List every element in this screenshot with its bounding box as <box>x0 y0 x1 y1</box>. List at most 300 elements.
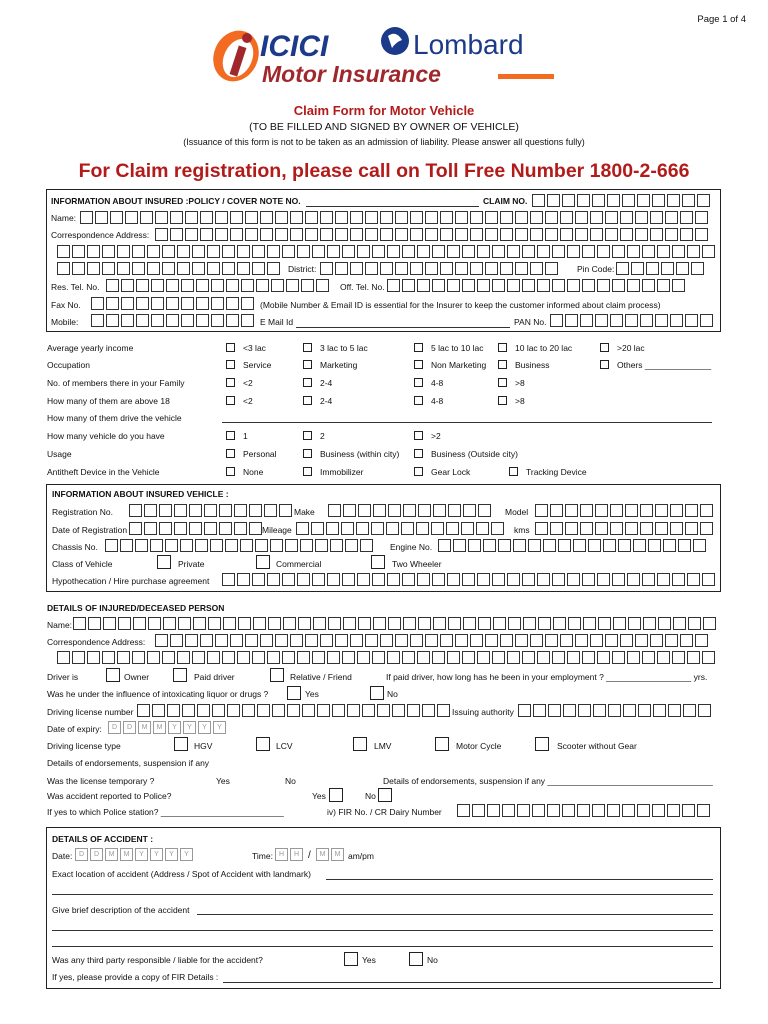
make-boxes[interactable] <box>328 504 491 517</box>
input-box[interactable] <box>234 522 247 535</box>
input-box[interactable] <box>543 539 556 552</box>
input-box[interactable] <box>185 211 198 224</box>
input-box[interactable] <box>462 279 475 292</box>
input-box[interactable] <box>181 314 194 327</box>
input-box[interactable] <box>285 539 298 552</box>
checkbox[interactable] <box>498 396 507 405</box>
checkbox[interactable] <box>303 378 312 387</box>
input-box[interactable] <box>500 634 513 647</box>
input-box[interactable] <box>170 211 183 224</box>
input-box[interactable] <box>372 573 385 586</box>
input-box[interactable] <box>102 651 115 664</box>
input-box[interactable] <box>287 704 300 717</box>
input-box[interactable] <box>567 279 580 292</box>
chassis-boxes[interactable] <box>105 539 373 552</box>
input-box[interactable] <box>537 279 550 292</box>
input-box[interactable] <box>237 262 250 275</box>
input-box[interactable] <box>117 262 130 275</box>
input-box[interactable] <box>357 573 370 586</box>
input-box[interactable] <box>625 504 638 517</box>
input-box[interactable] <box>416 522 429 535</box>
input-box[interactable] <box>687 573 700 586</box>
input-box[interactable] <box>174 504 187 517</box>
profile-option[interactable] <box>303 449 399 459</box>
input-box[interactable] <box>668 704 681 717</box>
input-box[interactable] <box>170 228 183 241</box>
input-box[interactable] <box>425 228 438 241</box>
input-box[interactable] <box>610 314 623 327</box>
date-placeholder-box[interactable]: M <box>105 848 118 861</box>
input-box[interactable] <box>106 314 119 327</box>
input-box[interactable] <box>667 804 680 817</box>
checkbox[interactable] <box>414 449 423 458</box>
input-box[interactable] <box>643 617 656 630</box>
input-box[interactable] <box>633 539 646 552</box>
input-box[interactable] <box>697 804 710 817</box>
input-box[interactable] <box>485 228 498 241</box>
input-box[interactable] <box>652 194 665 207</box>
date-placeholder-box[interactable]: M <box>316 848 329 861</box>
input-box[interactable] <box>177 245 190 258</box>
input-box[interactable] <box>655 522 668 535</box>
input-box[interactable] <box>387 651 400 664</box>
input-box[interactable] <box>685 522 698 535</box>
profile-option[interactable] <box>498 360 550 370</box>
input-box[interactable] <box>219 504 232 517</box>
input-box[interactable] <box>663 539 676 552</box>
input-box[interactable] <box>537 651 550 664</box>
checkbox[interactable] <box>414 396 423 405</box>
input-box[interactable] <box>577 194 590 207</box>
input-box[interactable] <box>410 211 423 224</box>
input-box[interactable] <box>121 297 134 310</box>
input-box[interactable] <box>507 245 520 258</box>
input-box[interactable] <box>477 651 490 664</box>
input-box[interactable] <box>515 228 528 241</box>
input-box[interactable] <box>582 651 595 664</box>
input-box[interactable] <box>208 617 221 630</box>
input-box[interactable] <box>553 617 566 630</box>
profile-option[interactable] <box>600 343 645 353</box>
checkbox[interactable] <box>414 343 423 352</box>
input-box[interactable] <box>657 573 670 586</box>
input-box[interactable] <box>343 504 356 517</box>
date-placeholder-box[interactable]: Y <box>180 848 193 861</box>
input-box[interactable] <box>588 539 601 552</box>
profile-option[interactable] <box>226 360 271 370</box>
input-box[interactable] <box>343 617 356 630</box>
engine-boxes[interactable] <box>438 539 706 552</box>
input-box[interactable] <box>330 539 343 552</box>
relative-checkbox[interactable] <box>270 668 284 682</box>
private-checkbox[interactable] <box>157 555 171 569</box>
input-box[interactable] <box>155 211 168 224</box>
input-box[interactable] <box>622 804 635 817</box>
input-box[interactable] <box>305 634 318 647</box>
input-box[interactable] <box>640 522 653 535</box>
input-box[interactable] <box>513 539 526 552</box>
claim-no-boxes[interactable] <box>532 194 710 207</box>
input-box[interactable] <box>380 211 393 224</box>
insured-name-boxes[interactable] <box>80 211 708 224</box>
profile-option[interactable] <box>498 378 525 388</box>
input-box[interactable] <box>242 704 255 717</box>
pin-code-boxes[interactable] <box>616 262 704 275</box>
input-box[interactable] <box>252 262 265 275</box>
input-box[interactable] <box>357 651 370 664</box>
input-box[interactable] <box>129 504 142 517</box>
hgv-checkbox[interactable] <box>174 737 188 751</box>
input-box[interactable] <box>357 245 370 258</box>
input-box[interactable] <box>455 262 468 275</box>
input-box[interactable] <box>275 634 288 647</box>
input-box[interactable] <box>485 262 498 275</box>
input-box[interactable] <box>590 211 603 224</box>
input-box[interactable] <box>125 211 138 224</box>
input-box[interactable] <box>670 522 683 535</box>
input-box[interactable] <box>515 211 528 224</box>
input-box[interactable] <box>91 297 104 310</box>
description-field-3[interactable] <box>52 946 713 947</box>
input-box[interactable] <box>362 704 375 717</box>
input-box[interactable] <box>312 651 325 664</box>
input-box[interactable] <box>237 573 250 586</box>
date-placeholder-box[interactable]: Y <box>165 848 178 861</box>
input-box[interactable] <box>380 262 393 275</box>
input-box[interactable] <box>87 262 100 275</box>
input-box[interactable] <box>207 651 220 664</box>
input-box[interactable] <box>447 279 460 292</box>
input-box[interactable] <box>598 617 611 630</box>
input-box[interactable] <box>575 211 588 224</box>
input-box[interactable] <box>410 228 423 241</box>
input-box[interactable] <box>457 804 470 817</box>
input-box[interactable] <box>118 617 131 630</box>
input-box[interactable] <box>380 228 393 241</box>
input-box[interactable] <box>387 245 400 258</box>
input-box[interactable] <box>612 651 625 664</box>
scooter-checkbox[interactable] <box>535 737 549 751</box>
input-box[interactable] <box>286 279 299 292</box>
input-box[interactable] <box>678 539 691 552</box>
input-box[interactable] <box>577 804 590 817</box>
endorsement-field[interactable]: Details of endorsements, suspension if any ___________________________________ <box>383 776 713 786</box>
input-box[interactable] <box>672 573 685 586</box>
input-box[interactable] <box>237 651 250 664</box>
checkbox[interactable] <box>303 396 312 405</box>
input-box[interactable] <box>535 504 548 517</box>
input-box[interactable] <box>395 262 408 275</box>
date-placeholder-box[interactable]: D <box>123 721 136 734</box>
input-box[interactable] <box>297 651 310 664</box>
input-box[interactable] <box>595 522 608 535</box>
input-box[interactable] <box>703 617 716 630</box>
liquor-no-checkbox[interactable] <box>370 686 384 700</box>
input-box[interactable] <box>117 651 130 664</box>
input-box[interactable] <box>185 228 198 241</box>
input-box[interactable] <box>517 804 530 817</box>
input-box[interactable] <box>425 262 438 275</box>
checkbox[interactable] <box>498 360 507 369</box>
input-box[interactable] <box>502 804 515 817</box>
input-box[interactable] <box>575 228 588 241</box>
input-box[interactable] <box>687 245 700 258</box>
date-placeholder-box[interactable]: M <box>331 848 344 861</box>
input-box[interactable] <box>440 228 453 241</box>
input-box[interactable] <box>222 651 235 664</box>
input-box[interactable] <box>316 279 329 292</box>
input-box[interactable] <box>487 804 500 817</box>
checkbox[interactable] <box>226 431 235 440</box>
res-tel-boxes[interactable] <box>106 279 329 292</box>
input-box[interactable] <box>565 522 578 535</box>
input-box[interactable] <box>388 617 401 630</box>
input-box[interactable] <box>148 617 161 630</box>
input-box[interactable] <box>616 262 629 275</box>
input-box[interactable] <box>395 211 408 224</box>
location-field-1[interactable] <box>326 879 713 880</box>
input-box[interactable] <box>478 504 491 517</box>
injured-name-boxes[interactable] <box>73 617 716 630</box>
input-box[interactable] <box>545 634 558 647</box>
input-box[interactable] <box>365 262 378 275</box>
input-box[interactable] <box>358 504 371 517</box>
temporary-no-label[interactable]: No <box>285 776 296 786</box>
police-station-field[interactable]: If yes to which Police station? __________________________ <box>47 807 284 817</box>
input-box[interactable] <box>137 704 150 717</box>
input-box[interactable] <box>87 651 100 664</box>
input-box[interactable] <box>402 573 415 586</box>
input-box[interactable] <box>477 245 490 258</box>
checkbox[interactable] <box>600 360 609 369</box>
checkbox[interactable] <box>303 343 312 352</box>
input-box[interactable] <box>180 539 193 552</box>
date-placeholder-box[interactable]: H <box>275 848 288 861</box>
mileage-boxes[interactable] <box>296 522 504 535</box>
input-box[interactable] <box>667 194 680 207</box>
input-box[interactable] <box>567 651 580 664</box>
input-box[interactable] <box>204 504 217 517</box>
profile-option[interactable] <box>226 396 253 406</box>
input-box[interactable] <box>227 704 240 717</box>
input-box[interactable] <box>102 245 115 258</box>
input-box[interactable] <box>603 539 616 552</box>
input-box[interactable] <box>627 245 640 258</box>
input-box[interactable] <box>595 314 608 327</box>
input-box[interactable] <box>595 504 608 517</box>
input-box[interactable] <box>565 504 578 517</box>
input-box[interactable] <box>612 245 625 258</box>
input-box[interactable] <box>440 211 453 224</box>
input-box[interactable] <box>103 617 116 630</box>
input-box[interactable] <box>552 651 565 664</box>
input-box[interactable] <box>347 704 360 717</box>
input-box[interactable] <box>418 504 431 517</box>
input-box[interactable] <box>695 211 708 224</box>
checkbox[interactable] <box>509 467 518 476</box>
input-box[interactable] <box>147 262 160 275</box>
input-box[interactable] <box>533 704 546 717</box>
input-box[interactable] <box>447 651 460 664</box>
input-box[interactable] <box>661 262 674 275</box>
profile-option[interactable] <box>498 396 525 406</box>
input-box[interactable] <box>335 634 348 647</box>
profile-option[interactable] <box>414 431 441 441</box>
checkbox[interactable] <box>226 378 235 387</box>
input-box[interactable] <box>625 522 638 535</box>
police-no-checkbox[interactable] <box>378 788 392 802</box>
input-box[interactable] <box>372 651 385 664</box>
profile-option[interactable] <box>226 378 253 388</box>
input-box[interactable] <box>350 228 363 241</box>
input-box[interactable] <box>151 314 164 327</box>
input-box[interactable] <box>682 194 695 207</box>
date-placeholder-box[interactable]: M <box>138 721 151 734</box>
input-box[interactable] <box>605 211 618 224</box>
input-box[interactable] <box>297 573 310 586</box>
input-box[interactable] <box>523 617 536 630</box>
drivers-count-field[interactable] <box>222 422 712 423</box>
checkbox[interactable] <box>226 396 235 405</box>
input-box[interactable] <box>159 522 172 535</box>
input-box[interactable] <box>685 314 698 327</box>
input-box[interactable] <box>670 504 683 517</box>
input-box[interactable] <box>279 504 292 517</box>
input-box[interactable] <box>407 704 420 717</box>
input-box[interactable] <box>373 504 386 517</box>
checkbox[interactable] <box>303 449 312 458</box>
input-box[interactable] <box>702 245 715 258</box>
input-box[interactable] <box>110 211 123 224</box>
input-box[interactable] <box>135 539 148 552</box>
input-box[interactable] <box>522 651 535 664</box>
input-box[interactable] <box>326 522 339 535</box>
input-box[interactable] <box>185 634 198 647</box>
input-box[interactable] <box>470 228 483 241</box>
profile-option[interactable] <box>303 343 368 353</box>
input-box[interactable] <box>676 262 689 275</box>
input-box[interactable] <box>535 522 548 535</box>
input-box[interactable] <box>670 314 683 327</box>
input-box[interactable] <box>121 314 134 327</box>
input-box[interactable] <box>320 262 333 275</box>
input-box[interactable] <box>230 211 243 224</box>
input-box[interactable] <box>685 504 698 517</box>
reg-no-boxes[interactable] <box>129 504 292 517</box>
input-box[interactable] <box>136 279 149 292</box>
input-box[interactable] <box>700 314 713 327</box>
policy-no-field[interactable] <box>306 206 479 207</box>
input-box[interactable] <box>545 228 558 241</box>
input-box[interactable] <box>638 704 651 717</box>
input-box[interactable] <box>455 211 468 224</box>
input-box[interactable] <box>627 279 640 292</box>
input-box[interactable] <box>476 522 489 535</box>
date-placeholder-box[interactable]: Y <box>168 721 181 734</box>
input-box[interactable] <box>57 262 70 275</box>
third-party-yes-checkbox[interactable] <box>344 952 358 966</box>
input-box[interactable] <box>387 573 400 586</box>
input-box[interactable] <box>264 504 277 517</box>
input-box[interactable] <box>371 522 384 535</box>
input-box[interactable] <box>515 634 528 647</box>
pan-boxes[interactable] <box>550 314 713 327</box>
input-box[interactable] <box>697 194 710 207</box>
input-box[interactable] <box>290 228 303 241</box>
input-box[interactable] <box>365 211 378 224</box>
accident-time-hour-boxes[interactable] <box>275 848 303 861</box>
input-box[interactable] <box>653 704 666 717</box>
input-box[interactable] <box>395 634 408 647</box>
input-box[interactable] <box>189 522 202 535</box>
input-box[interactable] <box>433 617 446 630</box>
checkbox[interactable] <box>226 343 235 352</box>
input-box[interactable] <box>605 228 618 241</box>
input-box[interactable] <box>592 804 605 817</box>
input-box[interactable] <box>530 634 543 647</box>
input-box[interactable] <box>417 651 430 664</box>
input-box[interactable] <box>342 573 355 586</box>
input-box[interactable] <box>582 279 595 292</box>
input-box[interactable] <box>155 634 168 647</box>
date-placeholder-box[interactable]: H <box>290 848 303 861</box>
input-box[interactable] <box>672 651 685 664</box>
input-box[interactable] <box>507 651 520 664</box>
input-box[interactable] <box>226 297 239 310</box>
input-box[interactable] <box>342 245 355 258</box>
input-box[interactable] <box>552 573 565 586</box>
input-box[interactable] <box>267 245 280 258</box>
input-box[interactable] <box>565 314 578 327</box>
input-box[interactable] <box>627 651 640 664</box>
two-wheeler-checkbox[interactable] <box>371 555 385 569</box>
input-box[interactable] <box>377 704 390 717</box>
input-box[interactable] <box>620 634 633 647</box>
input-box[interactable] <box>162 651 175 664</box>
input-box[interactable] <box>166 314 179 327</box>
fax-boxes[interactable] <box>91 297 254 310</box>
input-box[interactable] <box>395 228 408 241</box>
input-box[interactable] <box>597 651 610 664</box>
input-box[interactable] <box>402 279 415 292</box>
profile-option[interactable] <box>303 467 363 477</box>
input-box[interactable] <box>72 651 85 664</box>
input-box[interactable] <box>240 539 253 552</box>
input-box[interactable] <box>422 704 435 717</box>
input-box[interactable] <box>311 522 324 535</box>
input-box[interactable] <box>485 211 498 224</box>
input-box[interactable] <box>345 539 358 552</box>
input-box[interactable] <box>702 651 715 664</box>
input-box[interactable] <box>485 634 498 647</box>
input-box[interactable] <box>652 804 665 817</box>
motor-cycle-checkbox[interactable] <box>435 737 449 751</box>
input-box[interactable] <box>453 539 466 552</box>
input-box[interactable] <box>642 245 655 258</box>
input-box[interactable] <box>552 279 565 292</box>
input-box[interactable] <box>562 194 575 207</box>
input-box[interactable] <box>192 651 205 664</box>
insured-address-boxes-2[interactable] <box>57 245 715 258</box>
input-box[interactable] <box>657 651 670 664</box>
input-box[interactable] <box>260 211 273 224</box>
date-placeholder-box[interactable]: Y <box>150 848 163 861</box>
input-box[interactable] <box>637 804 650 817</box>
input-box[interactable] <box>197 704 210 717</box>
input-box[interactable] <box>151 279 164 292</box>
checkbox[interactable] <box>414 467 423 476</box>
input-box[interactable] <box>637 194 650 207</box>
